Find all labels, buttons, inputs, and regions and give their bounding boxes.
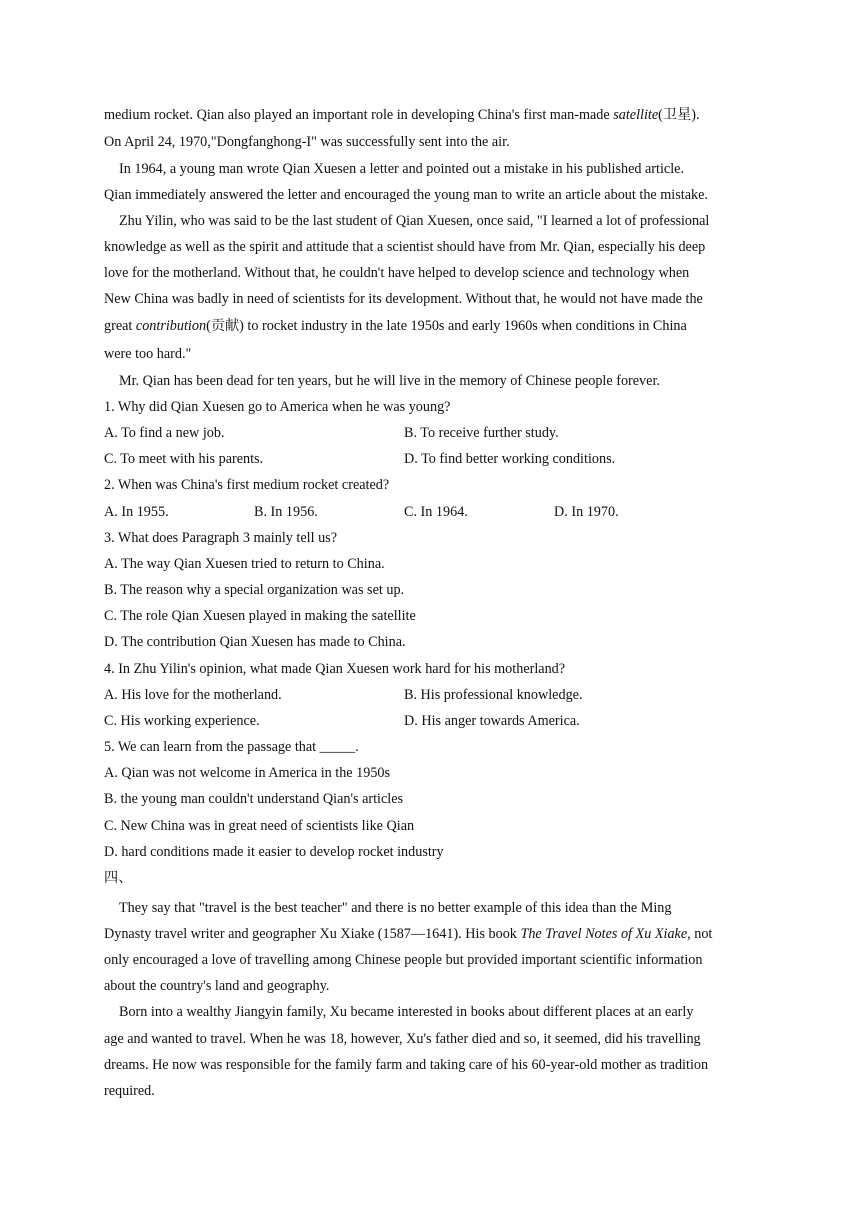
- para3-line2: knowledge as well as the spirit and attitude that a scientist should have from Mr. Qian, especially his deep: [104, 239, 706, 255]
- question-1-option-b: B. To receive further study.: [404, 425, 559, 441]
- question-3-option-d: D. The contribution Qian Xuesen has made to China.: [104, 634, 406, 650]
- question-4-option-c: C. His working experience.: [104, 713, 260, 729]
- question-1-option-d: D. To find better working conditions.: [404, 451, 616, 467]
- section4-para1-line3: only encouraged a love of travelling among Chinese people but provided important scientific information: [104, 952, 703, 968]
- question-4-option-d: D. His anger towards America.: [404, 713, 580, 729]
- para3-line5: [104, 317, 687, 335]
- para2-line2: Qian immediately answered the letter and encouraged the young man to write an article about the mistake.: [104, 187, 708, 203]
- para3-line3: love for the motherland. Without that, he couldn't have helped to develop science and technology when: [104, 265, 690, 281]
- para3-line4: New China was badly in need of scientists for its development. Without that, he would not have made the: [104, 291, 703, 307]
- question-4-stem: 4. In Zhu Yilin's opinion, what made Qian Xuesen work hard for his motherland?: [104, 661, 566, 677]
- question-4-option-a: A. His love for the motherland.: [104, 687, 282, 703]
- question-1-stem: 1. Why did Qian Xuesen go to America when he was young?: [104, 399, 451, 415]
- para1-line1: [104, 106, 700, 124]
- para4-line1: Mr. Qian has been dead for ten years, but he will live in the memory of Chinese people forever.: [119, 373, 660, 389]
- question-2-option-c: C. In 1964.: [404, 504, 468, 520]
- para2-line1: In 1964, a young man wrote Qian Xuesen a letter and pointed out a mistake in his published article.: [119, 161, 684, 177]
- question-5-option-b: B. the young man couldn't understand Qian's articles: [104, 791, 404, 807]
- question-2-stem: 2. When was China's first medium rocket created?: [104, 477, 390, 493]
- question-5-option-a: A. Qian was not welcome in America in the 1950s: [104, 765, 391, 781]
- para3-line6: were too hard.": [104, 346, 192, 362]
- question-3-option-c: C. The role Qian Xuesen played in making the satellite: [104, 608, 416, 624]
- section4-para1-line4: about the country's land and geography.: [104, 978, 330, 994]
- text: (贡献) to rocket industry in the late 1950s and early 1960s when conditions in China: [206, 318, 687, 334]
- question-2-option-d: D. In 1970.: [554, 504, 619, 520]
- question-2-option-a: A. In 1955.: [104, 504, 169, 520]
- question-5-stem: 5. We can learn from the passage that _____.: [104, 739, 359, 755]
- para1-line2: On April 24, 1970,"Dongfanghong-I" was successfully sent into the air.: [104, 134, 510, 150]
- text: (卫星).: [658, 107, 700, 123]
- text: medium rocket. Qian also played an important role in developing China's first man-made: [104, 107, 614, 123]
- question-3-option-a: A. The way Qian Xuesen tried to return to China.: [104, 556, 385, 572]
- question-1-option-a: A. To find a new job.: [104, 425, 225, 441]
- question-1-option-c: C. To meet with his parents.: [104, 451, 264, 467]
- question-4-option-b: B. His professional knowledge.: [404, 687, 583, 703]
- section4-para2-line1: Born into a wealthy Jiangyin family, Xu became interested in books about different places at an early: [119, 1004, 694, 1020]
- question-5-option-d: D. hard conditions made it easier to develop rocket industry: [104, 844, 444, 860]
- italic-term-satellite: satellite: [613, 107, 659, 123]
- section4-para2-line3: dreams. He now was responsible for the family farm and taking care of his 60-year-old mother as tradition: [104, 1057, 709, 1073]
- question-3-option-b: B. The reason why a special organization was set up.: [104, 582, 405, 598]
- text: great: [104, 318, 136, 334]
- section-4-heading: 四、: [104, 870, 133, 886]
- para3-line1: Zhu Yilin, who was said to be the last student of Qian Xuesen, once said, "I learned a lot of professional: [119, 213, 710, 229]
- italic-term-contribution: contribution: [135, 318, 207, 334]
- section4-para1-line2: [104, 925, 712, 943]
- italic-book-title: The Travel Notes of Xu Xiake: [520, 926, 688, 942]
- section4-para2-line4: required.: [104, 1083, 155, 1099]
- question-3-stem: 3. What does Paragraph 3 mainly tell us?: [104, 530, 337, 546]
- section4-para2-line2: age and wanted to travel. When he was 18, however, Xu's father died and so, it seemed, did his travelling: [104, 1031, 701, 1047]
- question-5-option-c: C. New China was in great need of scientists like Qian: [104, 818, 415, 834]
- section4-para1-line1: They say that "travel is the best teacher" and there is no better example of this idea than the Ming: [119, 900, 672, 916]
- text: , not: [687, 926, 713, 942]
- question-2-option-b: B. In 1956.: [254, 504, 318, 520]
- text: Dynasty travel writer and geographer Xu Xiake (1587—1641). His book: [104, 926, 521, 942]
